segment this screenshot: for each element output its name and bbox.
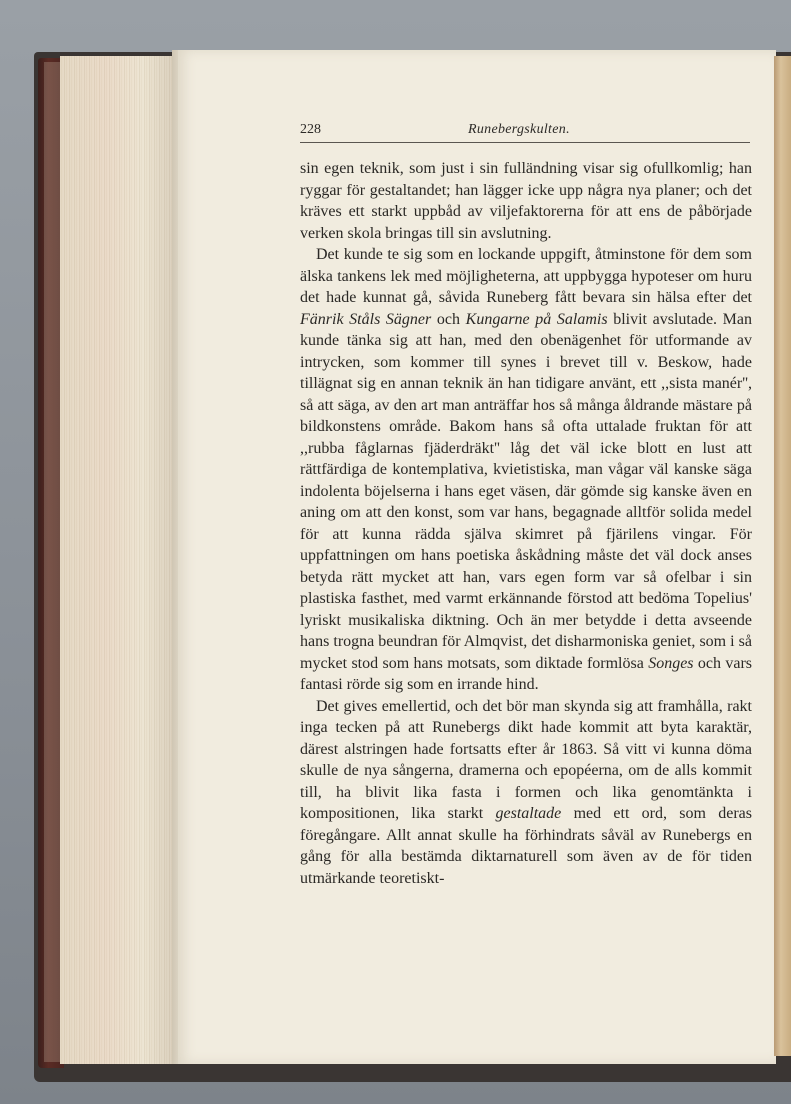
text-run: Det kunde te sig som en lockande uppgift, åtminstone för dem som älska tankens lek med möjligheterna, att uppbygga hypoteser om huru det hade kunnat gå, såvida Runeberg fått bevara sin hälsa efter det bbox=[300, 246, 752, 306]
page-edges-stack bbox=[60, 56, 178, 1064]
body-text bbox=[300, 158, 752, 889]
paragraph bbox=[300, 244, 752, 696]
text-run: blivit avslutade. Man kunde tänka sig att han, med den obenägenhet för utformande av intrycken, som kommer till synes i brevet till v. Beskow, hade tillägnat sig en annan teknik än han tidigare använt, ett ,,sista manér'', så att säga, av den art man anträffar hos så många åldrande mästare på bildkonstens område. Bakom hans så ofta uttalade fruktan för att ,,rubba fåglarnas fjäderdräkt'' låg det väl icke blott en lust att rättfärdiga de kontemplativa, kvietistiska, man vågar väl kanske säga indolenta böjelserna i hans eget väsen, där gömde sig kanske även en aning om att den konst, som var hans, begagnade alltför solida medel för att kunna rädda själva skimret på fjärilens vingar. För uppfattningen om hans poetiska åskådning måste det väl dock anses betyda rätt mycket att han, vars egen form var så ofelbar i sin plastiska fasthet, med varmt erkännande förstod att bedöma Topelius' lyriskt musikaliska diktning. Och än mer betydde i detta avseende hans trogna beundran för Almqvist, det disharmoniska geniet, som i så mycket stod som hans motsats, som diktade formlösa bbox=[300, 310, 753, 672]
italic-text: Kungarne på Salamis bbox=[465, 310, 608, 328]
text-run: med ett ord, som deras föregångare. Allt annat skulle ha förhindrats såväl av Runebergs en gång för alla bestämda diktarnaturell som även av de för tiden utmärkande teoretiskt- bbox=[300, 805, 753, 887]
text-run: sin egen teknik, som just i sin fulländning visar sig ofullkomlig; han ryggar för gestaltandet; han lägger icke upp några nya planer; och det kräves ett starkt uppbåd av viljefaktorerna för att ens de påbörjade verken skola bringas till sin avslutning. bbox=[300, 160, 752, 242]
paragraph bbox=[300, 158, 752, 244]
italic-text: Fänrik Ståls Sägner bbox=[300, 310, 432, 328]
italic-text: Songes bbox=[648, 654, 694, 672]
facing-page-edge bbox=[774, 56, 791, 1056]
text-run: och vars fantasi rörde sig som en irrande hind. bbox=[300, 654, 752, 693]
text-run: Det gives emellertid, och det bör man skynda sig att framhålla, rakt inga tecken på att Runebergs dikt hade kommit att byta karaktär, därest alstringen hade fortsatts efter år 1863. Så vitt vi kunna döma skulle de nya sångerna, dramerna och epopéerna, om de alls kommit till, ha blivit lika fasta i formen och lika genomtänkta i kompositionen, lika starkt bbox=[300, 697, 752, 822]
page-header bbox=[300, 118, 750, 143]
text-run: och bbox=[431, 310, 466, 328]
paragraph bbox=[300, 696, 752, 890]
italic-text: gestaltade bbox=[495, 805, 562, 822]
running-title: Runebergskulten. bbox=[468, 122, 570, 137]
page-number: 228 bbox=[300, 122, 321, 137]
